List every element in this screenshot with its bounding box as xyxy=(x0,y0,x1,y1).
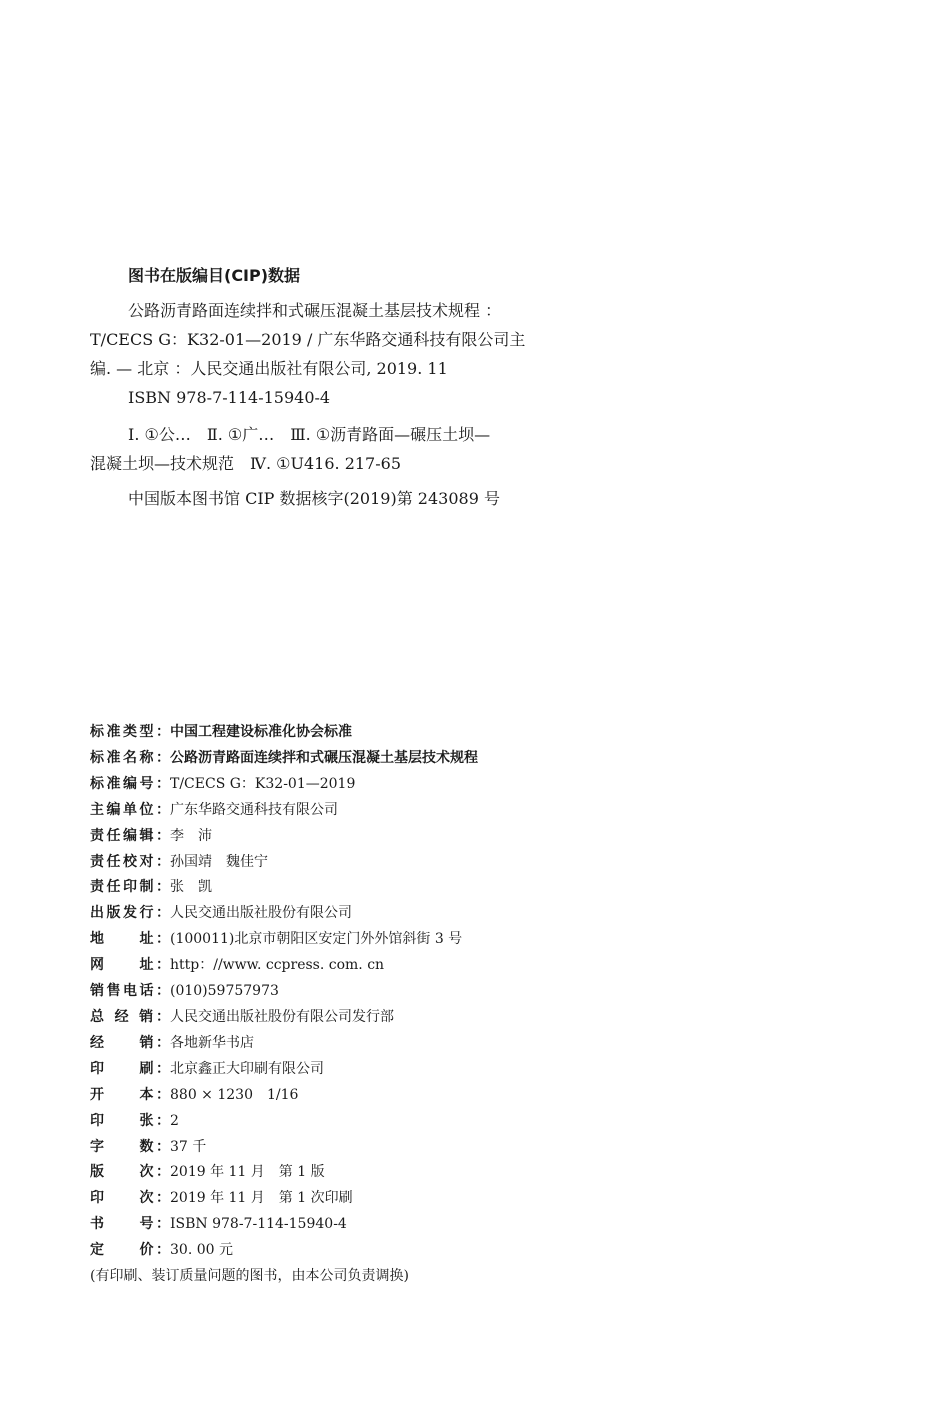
footer-note: (有印刷、装订质量问题的图书，由本公司负责调换) xyxy=(90,1268,409,1285)
cip-desc-line-1: 公路沥青路面连续拌和式碾压混凝土基层技术规程 ： xyxy=(128,301,502,320)
info-label: 销售电话： xyxy=(90,983,170,1000)
info-label: 总 经 销： xyxy=(90,1008,170,1025)
info-value: 人民交通出版社股份有限公司 xyxy=(170,905,352,922)
cip-section xyxy=(90,262,608,517)
info-row xyxy=(90,979,850,1005)
info-value: http：//www. ccpress. com. cn xyxy=(170,957,385,974)
info-value: 2019 年 11 月 第 1 版 xyxy=(170,1164,325,1181)
info-label: 责任校对： xyxy=(90,853,170,870)
info-row xyxy=(90,1005,850,1031)
cip-library-note xyxy=(128,484,608,513)
cip-desc-line-2: T/CECS G：K32-01—2019 / 广东华路交通科技有限公司主 xyxy=(90,330,526,349)
info-label: 字 数： xyxy=(90,1138,170,1155)
info-label: 出版发行： xyxy=(90,905,170,922)
info-label: 版 次： xyxy=(90,1164,170,1181)
cip-classification xyxy=(90,420,608,478)
info-row xyxy=(90,1160,850,1186)
info-value: 880 × 1230 1/16 xyxy=(170,1086,299,1103)
cip-library-note-text: 中国版本图书馆 CIP 数据核字(2019)第 243089 号 xyxy=(128,489,500,508)
info-row xyxy=(90,1031,850,1057)
info-value: 北京鑫正大印刷有限公司 xyxy=(170,1060,324,1077)
info-label: 印 张： xyxy=(90,1112,170,1129)
info-row xyxy=(90,1109,850,1135)
info-row xyxy=(90,953,850,979)
info-row xyxy=(90,1186,850,1212)
cip-classify-line-1: Ⅰ. ①公… Ⅱ. ①广… Ⅲ. ①沥青路面—碾压土坝— xyxy=(128,425,491,444)
info-row xyxy=(90,875,850,901)
cip-description xyxy=(90,296,608,412)
info-value: 孙国靖 魏佳宁 xyxy=(170,853,268,870)
info-value: 人民交通出版社股份有限公司发行部 xyxy=(170,1008,394,1025)
info-value: 中国工程建设标准化协会标准 xyxy=(170,724,352,740)
info-label: 地 址： xyxy=(90,931,170,948)
info-label: 责任印制： xyxy=(90,879,170,896)
info-value: T/CECS G：K32-01—2019 xyxy=(170,775,356,792)
info-label: 标准名称： xyxy=(90,749,170,766)
cip-classify-line-2: 混凝土坝—技术规范 Ⅳ. ①U416. 217-65 xyxy=(90,454,402,473)
info-value: 张 凯 xyxy=(170,879,212,896)
info-row xyxy=(90,772,850,798)
info-row xyxy=(90,798,850,824)
info-row xyxy=(90,1057,850,1083)
info-value: 37 千 xyxy=(170,1138,207,1155)
info-row xyxy=(90,720,850,746)
info-label: 开 本： xyxy=(90,1086,170,1103)
cip-title: 图书在版编目(CIP)数据 xyxy=(128,266,301,285)
publication-info xyxy=(90,720,850,1289)
info-value: (010)59757973 xyxy=(170,983,279,1000)
cip-desc-line-3: 编. — 北京 ：人民交通出版社有限公司, 2019. 11 xyxy=(90,359,448,378)
info-value: 公路沥青路面连续拌和式碾压混凝土基层技术规程 xyxy=(170,749,478,766)
info-row xyxy=(90,927,850,953)
info-label: 网 址： xyxy=(90,957,170,974)
info-label: 书 号： xyxy=(90,1216,170,1233)
info-value: 广东华路交通科技有限公司 xyxy=(170,801,338,818)
info-row xyxy=(90,850,850,876)
info-value: 30. 00 元 xyxy=(170,1242,233,1259)
info-value: 各地新华书店 xyxy=(170,1034,254,1051)
cip-isbn: ISBN 978-7-114-15940-4 xyxy=(128,388,331,407)
info-value: (100011)北京市朝阳区安定门外外馆斜街 3 号 xyxy=(170,931,463,948)
info-row xyxy=(90,1238,850,1264)
info-value: 2 xyxy=(170,1112,179,1129)
info-label: 标准编号： xyxy=(90,775,170,792)
info-label: 责任编辑： xyxy=(90,827,170,844)
info-value: ISBN 978-7-114-15940-4 xyxy=(170,1216,347,1233)
info-row xyxy=(90,1135,850,1161)
info-row xyxy=(90,1212,850,1238)
info-value: 李 沛 xyxy=(170,827,212,844)
info-label: 主编单位： xyxy=(90,801,170,818)
info-label: 定 价： xyxy=(90,1242,170,1259)
info-label: 印 次： xyxy=(90,1190,170,1207)
info-label: 标准类型： xyxy=(90,724,170,740)
info-row xyxy=(90,746,850,772)
info-value: 2019 年 11 月 第 1 次印刷 xyxy=(170,1190,353,1207)
info-label: 经 销： xyxy=(90,1034,170,1051)
info-row xyxy=(90,901,850,927)
info-label: 印 刷： xyxy=(90,1060,170,1077)
info-row xyxy=(90,1083,850,1109)
info-row xyxy=(90,824,850,850)
